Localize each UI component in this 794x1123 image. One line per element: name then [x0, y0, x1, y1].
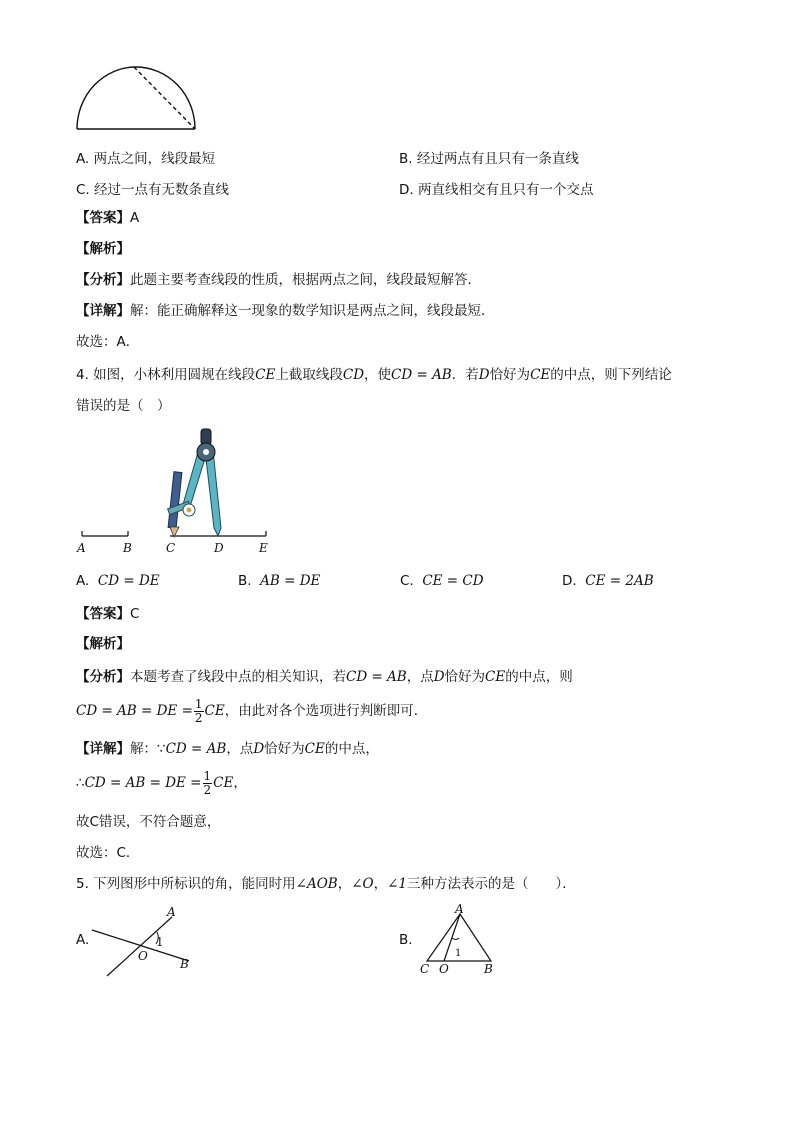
figB-label-1: 1: [455, 948, 462, 959]
figA-label-a: A: [167, 905, 176, 919]
fig4-label-d: D: [214, 541, 224, 555]
fig4-label-b: B: [123, 541, 132, 555]
fraction-half-2: $\frac{1}{2}$: [203, 768, 212, 797]
q3-option-d: D. 两直线相交有且只有一个交点: [399, 182, 594, 198]
figB-label-a: A: [455, 902, 464, 916]
q4-option-b: B. AB = DE: [238, 573, 321, 589]
q3-option-b: B. 经过两点有且只有一条直线: [399, 151, 579, 167]
q4-conclusion-1: 故C错误，不符合题意，: [76, 814, 221, 830]
q4-option-a: A. CD = DE: [76, 573, 160, 589]
fig4-label-a: A: [77, 541, 86, 555]
q5-option-a-letter: A.: [76, 932, 90, 948]
answer-tag: 【答案】: [76, 210, 130, 226]
xiangjie-text: 解：能正确解释这一现象的数学知识是两点之间，线段最短．: [130, 303, 495, 319]
fig4-label-c: C: [166, 541, 176, 555]
q5-stem: 5. 下列图形中所标识的角，能同时用∠AOB，∠O，∠1三种方法表示的是（ ）．: [76, 876, 576, 892]
q4-option-d: D. CE = 2AB: [562, 573, 654, 589]
q4-fenxi-line2: CD = AB = DE = $\frac{1}{2}$ CE，由此对各个选项进行判断即可．: [76, 696, 428, 725]
figB-label-b: B: [484, 962, 493, 976]
figA-label-1: 1: [156, 935, 164, 949]
q4-xiangjie-line2: ∴CD = AB = DE = $\frac{1}{2}$ CE，: [76, 768, 247, 797]
q3-option-a: A. 两点之间，线段最短: [76, 151, 216, 167]
figA-label-b: B: [180, 957, 189, 971]
q4-xiangjie-line1: 【详解】解：∵CD = AB，点D恰好为CE的中点，: [76, 741, 379, 757]
figB-label-c: C: [420, 962, 430, 976]
figB-label-o: O: [439, 962, 449, 976]
q3-conclusion: 故选：A．: [76, 334, 140, 350]
q3-option-c: C. 经过一点有无数条直线: [76, 182, 230, 198]
fig4-label-e: E: [259, 541, 268, 555]
q4-stem-line2: 错误的是（ ）: [76, 398, 171, 414]
q4-option-c: C. CE = CD: [400, 573, 484, 589]
fenxi-tag: 【分析】: [76, 272, 130, 288]
q4-conclusion-2: 故选：C．: [76, 845, 140, 861]
q4-fenxi-line1: 【分析】本题考查了线段中点的相关知识，若CD = AB，点D恰好为CE的中点，则: [76, 669, 573, 685]
q4-stem-line1: 4. 如图，小林利用圆规在线段CE上截取线段CD，使CD = AB．若D恰好为CE的中点，则下列结论: [76, 367, 672, 383]
fraction-half: $\frac{1}{2}$: [194, 696, 203, 725]
q5-option-b-letter: B.: [399, 932, 413, 948]
q4-analysis-tag: 【解析】: [76, 636, 130, 652]
q3-analysis-tag: 【解析】: [76, 241, 130, 257]
answer-value: C: [130, 606, 140, 622]
fenxi-text: 此题主要考查线段的性质，根据两点之间，线段最短解答．: [130, 272, 481, 288]
xiangjie-tag: 【详解】: [76, 303, 130, 319]
figA-label-o: O: [138, 949, 148, 963]
answer-value: A: [130, 210, 140, 226]
q4-answer: 【答案】C: [76, 606, 140, 622]
